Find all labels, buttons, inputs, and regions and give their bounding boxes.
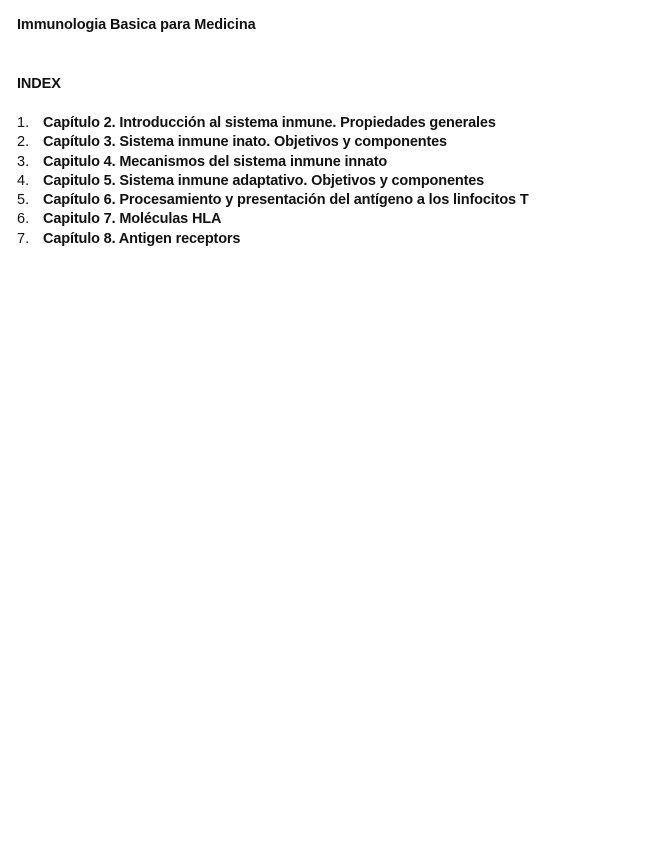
toc-item [17, 114, 529, 133]
toc-item-text: Capitulo 7. Moléculas HLA [43, 211, 222, 228]
toc-item-number: 2. [17, 134, 30, 151]
toc-item-number: 3. [17, 153, 30, 170]
toc-item-text: Capítulo 8. Antigen receptors [43, 230, 241, 247]
toc-item-text: Capitulo 5. Sistema inmune adaptativo. Objetivos y componentes [43, 172, 485, 189]
toc-item [17, 172, 529, 191]
table-of-contents [17, 114, 529, 249]
toc-item-text: Capitulo 4. Mecanismos del sistema inmune innato [43, 153, 388, 170]
toc-item-text: Capítulo 6. Procesamiento y presentación del antígeno a los linfocitos T [43, 192, 529, 209]
toc-item-number: 5. [17, 192, 30, 209]
document-title: Immunologia Basica para Medicina [17, 17, 256, 33]
toc-item-number: 6. [17, 211, 30, 228]
toc-item [17, 230, 529, 249]
toc-item-number: 1. [17, 115, 30, 131]
index-heading: INDEX [17, 76, 61, 92]
toc-item-text: Capítulo 2. Introducción al sistema inmune. Propiedades generales [43, 115, 496, 131]
toc-item [17, 191, 529, 210]
toc-item [17, 133, 529, 152]
toc-item [17, 153, 529, 172]
toc-item-number: 4. [17, 172, 30, 189]
toc-item-text: Capítulo 3. Sistema inmune inato. Objetivos y componentes [43, 134, 447, 151]
toc-item [17, 210, 529, 229]
toc-item-number: 7. [17, 230, 30, 247]
